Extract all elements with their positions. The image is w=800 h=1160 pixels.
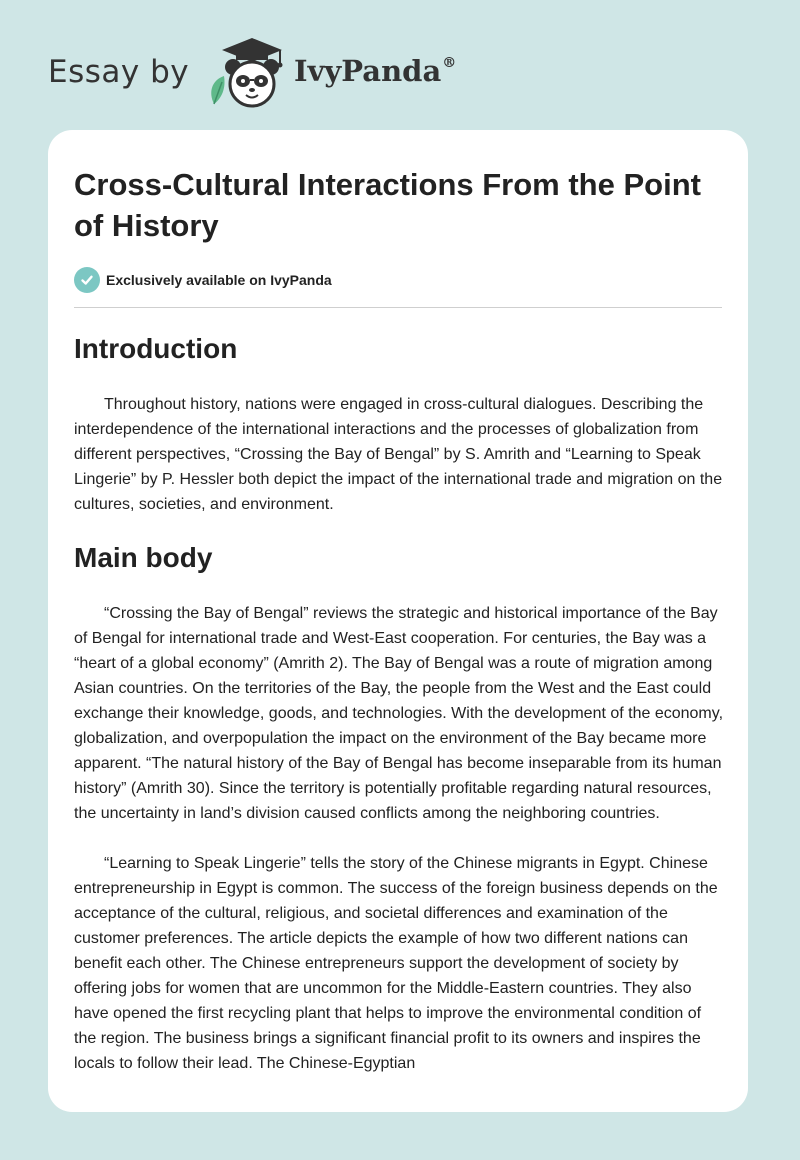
page-title: Cross-Cultural Interactions From the Point of History (74, 167, 701, 243)
paragraph: “Crossing the Bay of Bengal” reviews the strategic and historical importance of the Bay of Bengal for international trade and West-East cooperation. For centuries, the Bay was a “heart of a global economy” (Amrith 2). The Bay of Bengal was a route of migration among Asian countries. On the territories of the Bay, the people from the West and the East could exchange their knowledge, goods, and technologies. With the development of the economy, globalization, and overpopulation the impact on the environment of the Bay became more apparent. “The natural history of the Bay of Bengal has become inseparable from its human history” (Amrith 30). Since the territory is potentially profitable regarding natural resources, the uncertainty in land’s division caused conflicts among the neighboring countries. (74, 605, 724, 822)
section-heading-main-body: Main body (74, 542, 213, 573)
exclusive-badge (74, 267, 724, 293)
section-heading-introduction: Introduction (74, 333, 238, 364)
paragraph: Throughout history, nations were engaged in cross-cultural dialogues. Describing the interdependence of the international interactions and the processes of globalization from different perspectives, “Crossing the Bay of Bengal” by S. Amrith and “Learning to Speak Lingerie” by P. Hessler both depict the impact of the international trade and migration on the cultures, societies, and environment. (74, 396, 723, 513)
check-icon (74, 267, 100, 293)
registered-mark: ® (442, 55, 457, 71)
badge-label: Exclusively available on IvyPanda (106, 272, 332, 288)
divider (74, 307, 722, 308)
site-header (48, 34, 648, 114)
essay-card (48, 130, 748, 1112)
paragraph: “Learning to Speak Lingerie” tells the story of the Chinese migrants in Egypt. Chinese entrepreneurship in Egypt is common. The success of the foreign business depends on the acceptance of the cultural, religious, and societal differences and examination of the customer preferences. The article depicts the example of how two different nations can benefit each other. The Chinese entrepreneurs support the development of society by offering jobs for women that are uncommon for the Middle-Eastern countries. They also have opened the first recycling plant that helps to improve the environmental condition of the region. The business brings a significant financial profit to its owners and inspires the locals to follow their lead. The Chinese-Egyptian (74, 855, 718, 1072)
essay-by-label: Essay by (48, 54, 190, 90)
panda-logo-icon[interactable] (200, 34, 292, 110)
brand-name[interactable]: IvyPanda® (294, 54, 457, 88)
